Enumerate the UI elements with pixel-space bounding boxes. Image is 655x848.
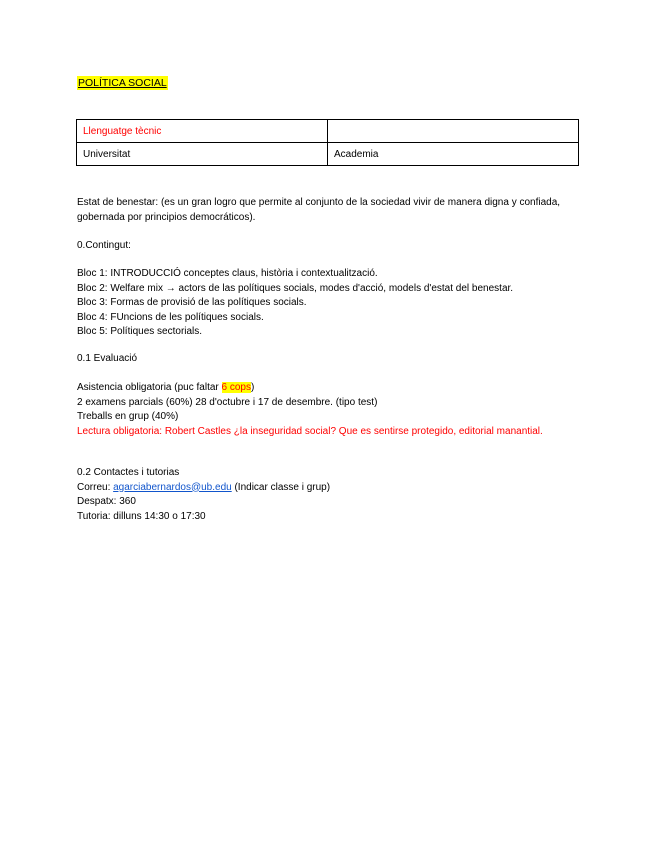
asistencia-highlight: 6 cops <box>221 382 251 393</box>
email-link[interactable]: agarciabernardos@ub.edu <box>113 481 232 493</box>
blocs-list <box>77 267 577 340</box>
examens-line: 2 examens parcials (60%) 28 d'octubre i 17 de desembre. (tipo test) <box>77 396 378 408</box>
asistencia-line <box>77 381 577 396</box>
list-item: Bloc 5: Polítiques sectorials. <box>77 326 203 337</box>
table-row <box>77 120 579 143</box>
avaluacio-section <box>77 381 577 439</box>
correu-label: Correu: <box>77 481 114 493</box>
despatx-line: Despatx: 360 <box>77 496 136 507</box>
correu-line <box>77 481 577 496</box>
treballs-line: Treballs en grup (40%) <box>77 411 179 422</box>
asistencia-suffix: ) <box>251 382 255 393</box>
table-cell <box>328 120 579 143</box>
estat-paragraph: Estat de benestar: (es un gran logro que permite al conjunto de la sociedad vivir de manera digna y confiada, gobernada por principios democráticos). <box>77 197 561 223</box>
correu-note: (Indicar classe i grup) <box>231 481 331 493</box>
contactes-section <box>77 466 577 524</box>
list-item: Bloc 3: Formas de provisió de las polítiques socials. <box>77 297 307 308</box>
lectura-line: Lectura obligatoria: Robert Castles ¿la inseguridad social? Que es sentirse protegido, editorial manantial. <box>77 425 543 437</box>
list-item: Bloc 2: Welfare mix → actors de las polítiques socials, modes d'acció, models d'estat del benestar. <box>77 282 514 294</box>
contactes-heading: 0.2 Contactes i tutorias <box>77 467 180 478</box>
tutoria-line: Tutoria: dilluns 14:30 o 17:30 <box>77 510 206 522</box>
document-title: POLÍTICA SOCIAL <box>78 77 167 89</box>
avaluacio-heading: 0.1 Evaluació <box>77 353 138 364</box>
terminology-table <box>76 119 579 166</box>
table-cell: Universitat <box>77 143 328 166</box>
asistencia-text: Asistencia obligatoria (puc faltar <box>77 382 222 393</box>
list-item: Bloc 1: INTRODUCCIÓ conceptes claus, història i contextualització. <box>77 268 378 279</box>
list-item: Bloc 4: FUncions de les polítiques socials. <box>77 311 264 323</box>
table-cell: Llenguatge tècnic <box>77 120 328 143</box>
contingut-heading: 0.Contingut: <box>77 240 131 251</box>
table-cell: Academia <box>328 143 579 166</box>
table-row <box>77 143 579 166</box>
